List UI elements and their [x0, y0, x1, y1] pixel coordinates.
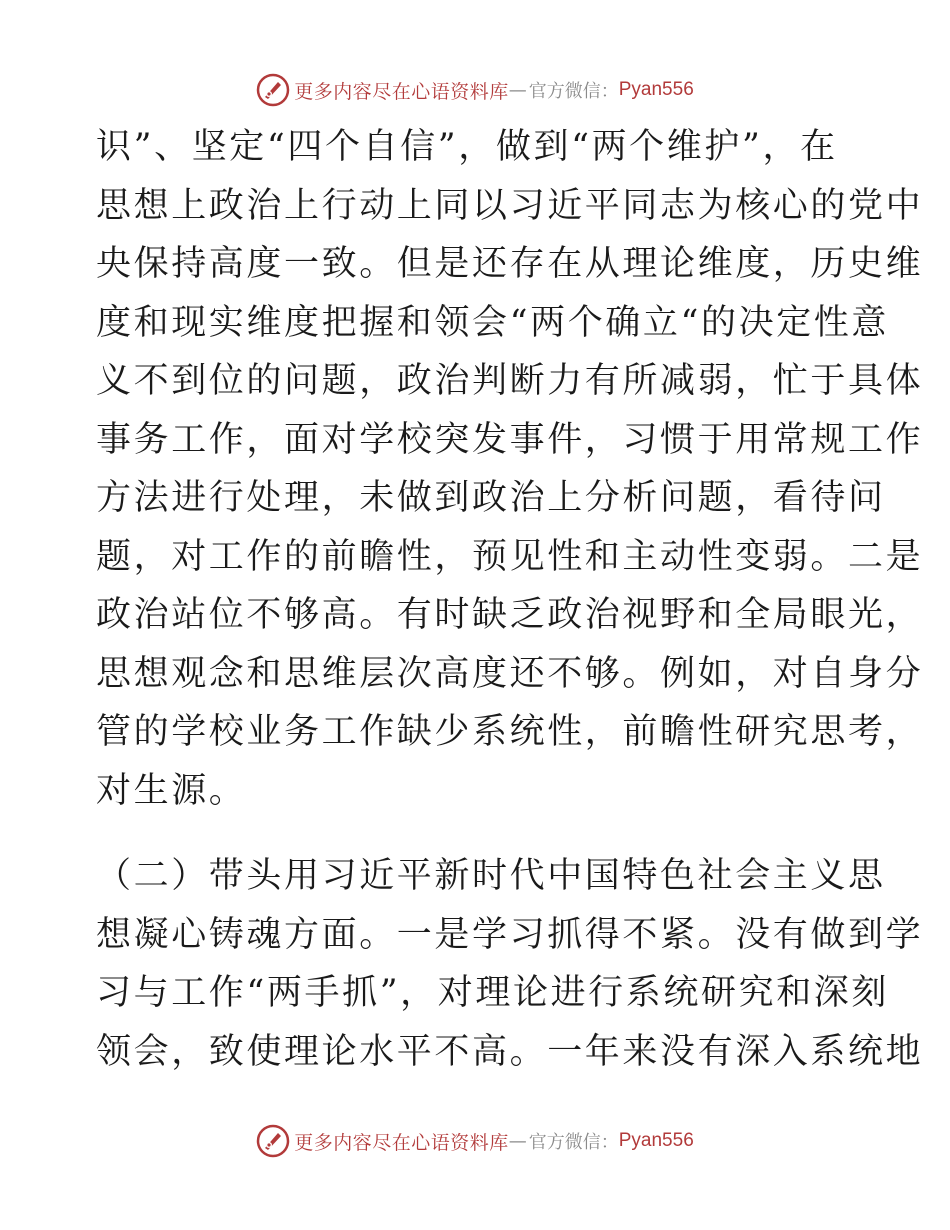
header-wechat-label: 官方微信： [528, 81, 619, 102]
quill-seal-icon [256, 1124, 290, 1158]
paragraph-1 [96, 118, 924, 820]
text-line: 想凝心铸魂方面。一是学习抓得不紧。没有做到学 [96, 914, 924, 955]
header-wechat-id: Pyan556 [618, 79, 694, 100]
header-separator: — [508, 79, 527, 101]
text-line: 方法进行处理，未做到政治上分析问题，看待问 [96, 478, 886, 518]
text-line: 度和现实维度把握和领会“两个确立“的决定性意 [96, 302, 889, 343]
footer-brand-text: 更多内容尽在心语资料库 [294, 1131, 509, 1154]
footer-banner [0, 1121, 950, 1161]
text-line: 题，对工作的前瞻性，预见性和主动性变弱。二是 [96, 536, 924, 577]
section-heading-line: （二）带头用习近平新时代中国特色社会主义思 [96, 856, 886, 896]
text-line: 事务工作，面对学校突发事件，习惯于用常规工作 [96, 419, 924, 460]
text-line: 对生源。 [96, 770, 247, 811]
quill-seal-icon [256, 73, 290, 107]
footer-wechat-label: 官方微信： [528, 1132, 619, 1153]
text-line: 义不到位的问题，政治判断力有所减弱，忙于具体 [96, 361, 924, 401]
text-line: 央保持高度一致。但是还存在从理论维度，历史维 [96, 244, 924, 284]
text-line: 管的学校业务工作缺少系统性，前瞻性研究思考， [96, 712, 924, 752]
header-banner [0, 70, 950, 110]
text-line: 思想观念和思维层次高度还不够。例如，对自身分 [96, 653, 924, 694]
text-line: 领会，致使理论水平不高。一年来没有深入系统地 [96, 1031, 924, 1072]
header-brand-text: 更多内容尽在心语资料库 [294, 80, 509, 103]
footer-separator: — [508, 1130, 527, 1152]
text-line: 识”、坚定“四个自信”，做到“两个维护”，在 [96, 127, 838, 167]
text-line: 习与工作“两手抓”，对理论进行系统研究和深刻 [96, 973, 889, 1013]
document-body [96, 118, 924, 1081]
paragraph-2 [96, 847, 924, 1081]
text-line: 思想上政治上行动上同以习近平同志为核心的党中 [96, 185, 924, 226]
footer-wechat-id: Pyan556 [618, 1130, 694, 1151]
text-line: 政治站位不够高。有时缺乏政治视野和全局眼光， [96, 595, 924, 635]
